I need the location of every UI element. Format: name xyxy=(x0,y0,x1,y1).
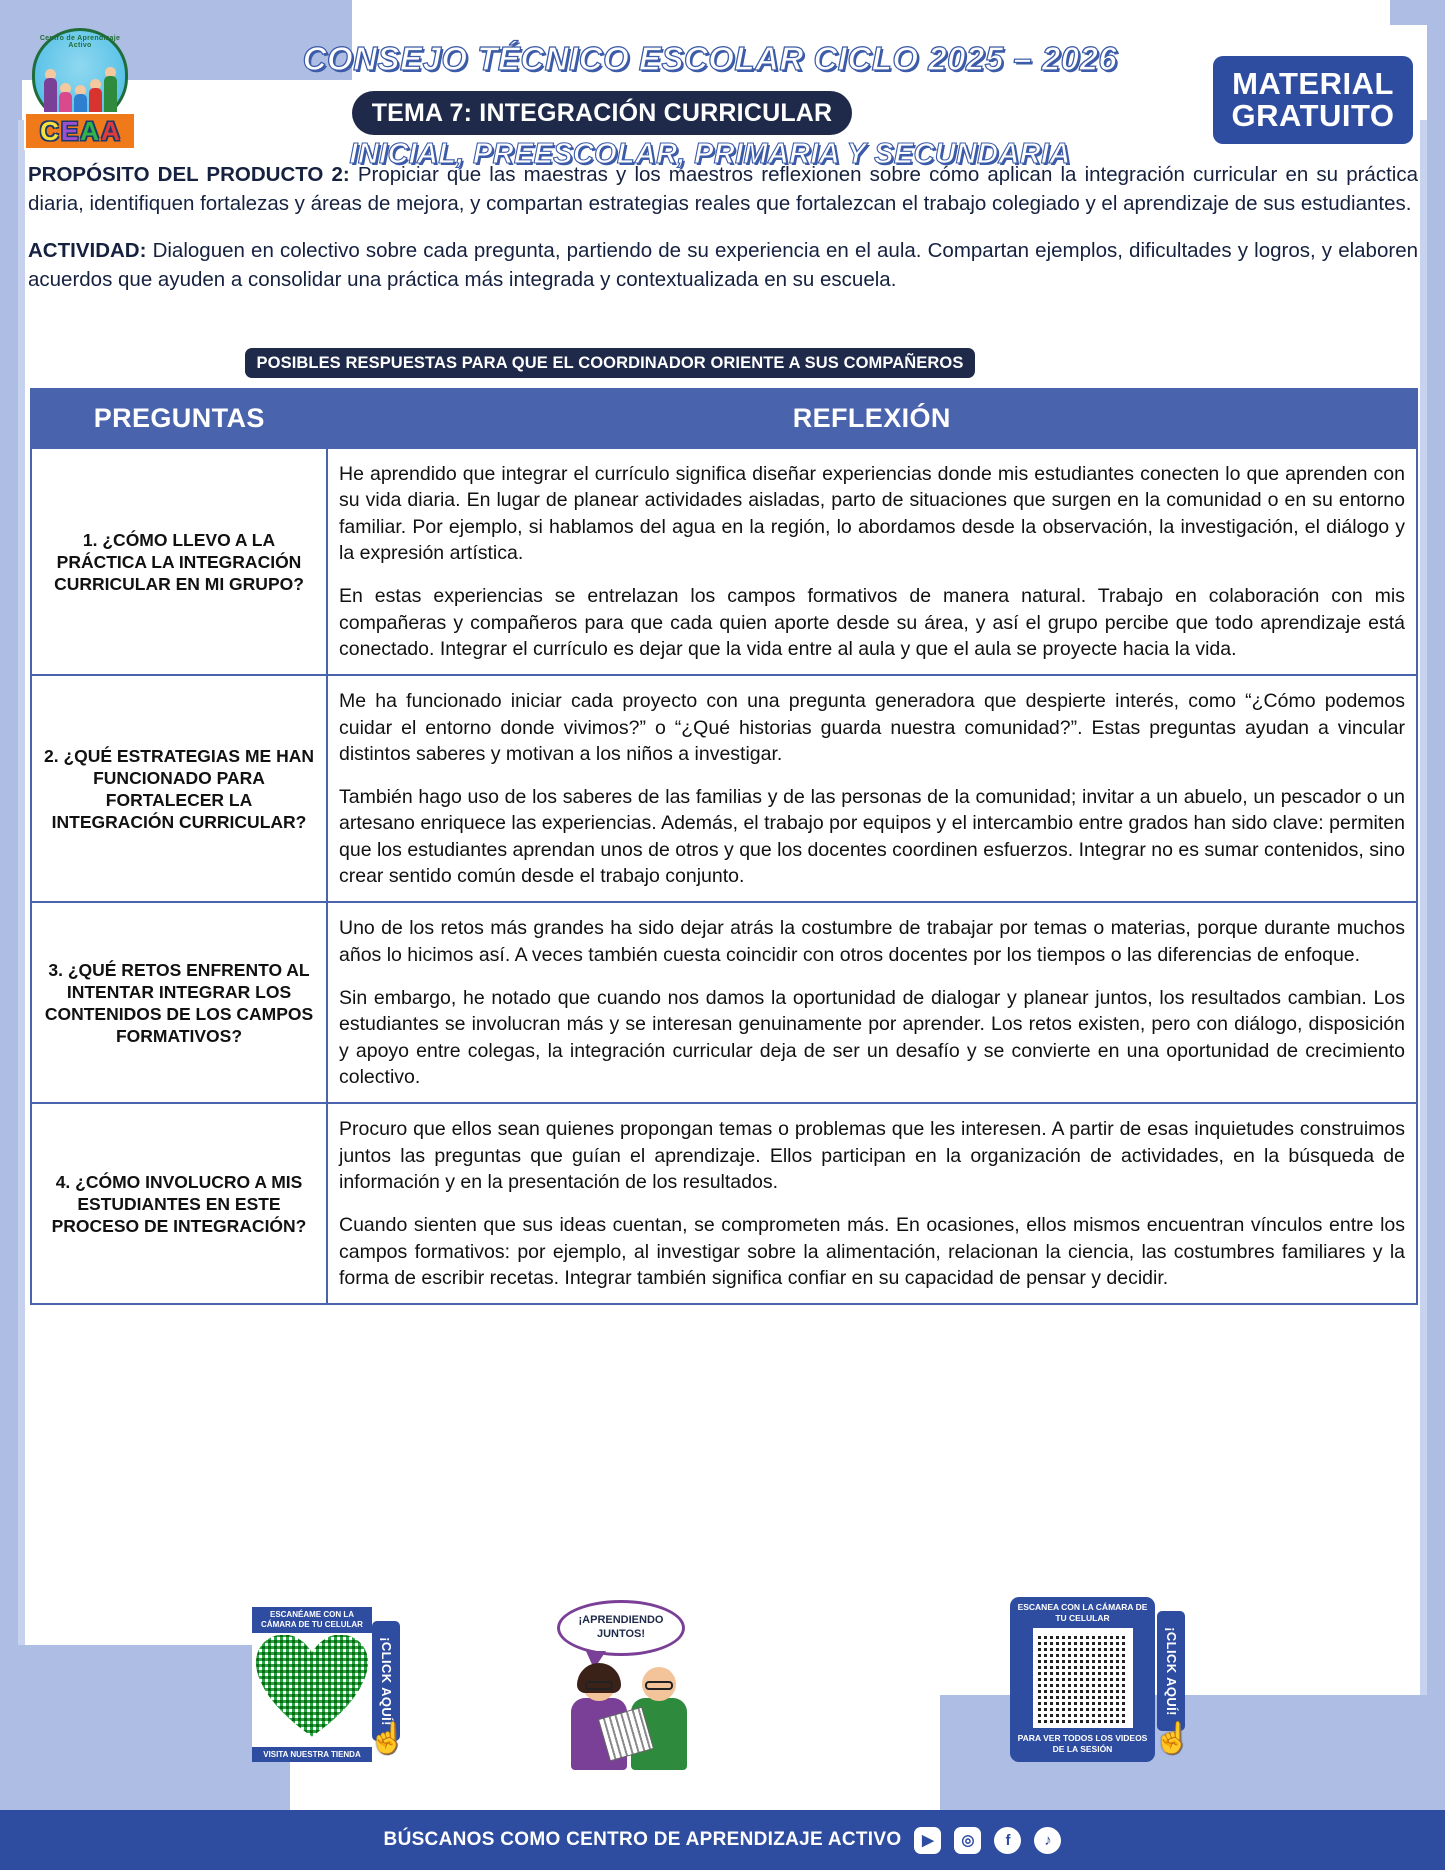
proposito-label: PROPÓSITO DEL PRODUCTO 2: xyxy=(28,163,350,186)
logo-letter-c: C xyxy=(40,115,59,146)
speech-bubble-line1: ¡APRENDIENDO xyxy=(578,1614,664,1627)
proposito-text: Propiciar que las maestras y los maestros reflexionen sobre cómo aplican la integración curricular en su práctica diaria, identifiquen fortalezas y áreas de mejora, y compartan estrategias reales que fortalezcan el trabajo colegiado y el aprendizaje de sus estudiantes. xyxy=(28,163,1418,216)
store-qr-block[interactable] xyxy=(252,1607,406,1762)
table-body xyxy=(31,448,1417,1304)
reflection-cell-3 xyxy=(327,902,1417,1103)
store-click-here-label: ¡CLICK AQUÍ! xyxy=(378,1636,394,1726)
mascot-left-head xyxy=(582,1667,616,1701)
reflection-paragraph: En estas experiencias se entrelazan los campos formativos de manera natural. Trabajo en colaboración con mis compañeras y compañeros para que cada quien aporte desde su área, y así el grupo percibe que todo aprendizaje está conectado. Integrar el currículo es dejar que la vida entre al aula y que el aula se proyecte hacia la vida. xyxy=(339,585,1405,660)
question-cell-1: 1. ¿CÓMO LLEVO A LA PRÁCTICA LA INTEGRACIÓN CURRICULAR EN MI GRUPO? xyxy=(31,448,327,675)
videos-click-here-label: ¡CLICK AQUÍ! xyxy=(1163,1626,1179,1716)
pointing-hand-icon: ☝ xyxy=(368,1722,406,1755)
frame-rail-inner-left xyxy=(18,120,25,1770)
pointing-hand-icon: ☝ xyxy=(1153,1722,1191,1755)
store-qr-card xyxy=(252,1607,372,1762)
mascot-right-head xyxy=(642,1667,676,1701)
logo-letter-e: E xyxy=(60,115,79,146)
videos-qr-caption-top: ESCANEA CON LA CÁMARA DE TU CELULAR xyxy=(1017,1602,1148,1623)
videos-qr-card xyxy=(1010,1597,1155,1762)
logo-children-illustration xyxy=(42,62,118,118)
glasses-icon xyxy=(585,1681,613,1690)
footer-bar xyxy=(0,1810,1445,1870)
possible-answers-chip-label: POSIBLES RESPUESTAS PARA QUE EL COORDINADOR ORIENTE A SUS COMPAÑEROS xyxy=(256,353,964,372)
reflection-cell-2 xyxy=(327,675,1417,902)
reflection-paragraph: Procuro que ellos sean quienes propongan temas o problemas que les interesen. A partir de esas inquietudes construimos juntos las preguntas que guían el aprendizaje. Ellos participan en la organización de actividades, en la búsqueda de información y en la presentación de los resultados. xyxy=(339,1118,1405,1193)
logo-ring-label: Centro de Aprendizaje Activo xyxy=(39,35,121,49)
instagram-icon[interactable]: ◎ xyxy=(954,1827,981,1854)
reflection-paragraph: Cuando sienten que sus ideas cuentan, se comprometen más. En ocasiones, ellos mismos encuentran vínculos entre los campos formativos: por ejemplo, al investigar sobre la alimentación, relacionan la ciencia, las costumbres familiares y la forma de escribir recetas. Integrar también significa confiar en su capacidad de pensar y decidir. xyxy=(339,1214,1405,1289)
questions-reflection-table xyxy=(30,388,1418,1305)
heart-qr-code-icon[interactable] xyxy=(256,1635,368,1739)
videos-qr-caption-bottom: PARA VER TODOS LOS VIDEOS DE LA SESIÓN xyxy=(1017,1733,1148,1754)
intro-section xyxy=(28,160,1418,312)
table-head xyxy=(31,389,1417,448)
column-header-reflexion: REFLEXIÓN xyxy=(327,389,1417,448)
store-qr-caption-top: ESCANÉAME CON LA CÁMARA DE TU CELULAR xyxy=(252,1607,372,1633)
page-header xyxy=(0,18,1445,170)
actividad-text: Dialoguen en colectivo sobre cada pregunta, partiendo de su experiencia en el aula. Compartan ejemplos, dificultades y logros, y elaboren acuerdos que ayuden a consolidar una práctica más integrada y contextualizada en su escuela. xyxy=(28,239,1418,292)
topic-pill-label: TEMA 7: INTEGRACIÓN CURRICULAR xyxy=(371,98,833,127)
actividad-paragraph xyxy=(28,236,1418,294)
glasses-icon xyxy=(645,1681,673,1690)
reflection-cell-4 xyxy=(327,1103,1417,1304)
ceaa-logo xyxy=(14,28,144,148)
page-title: CONSEJO TÉCNICO ESCOLAR CICLO 2025 – 2026 xyxy=(302,40,1118,77)
logo-child-5 xyxy=(104,67,117,118)
frame-band-bottom-left xyxy=(0,1645,290,1810)
table-row xyxy=(31,902,1417,1103)
free-material-badge xyxy=(1213,56,1413,144)
free-badge-line2: GRATUITO xyxy=(1231,98,1395,133)
frame-rail-right xyxy=(1427,25,1445,1810)
reflection-paragraph: He aprendido que integrar el currículo significa diseñar experiencias donde mis estudiantes conecten lo que aprenden con su vida diaria. En lugar de planear actividades aisladas, parto de situaciones que surgen en la comunidad o en su entorno familiar. Por ejemplo, si hablamos del agua en la región, lo abordamos desde la observación, la investigación, el diálogo y la expresión artística. xyxy=(339,463,1405,564)
qr-code-icon[interactable] xyxy=(1033,1628,1133,1728)
footer-text: BÚSCANOS COMO CENTRO DE APRENDIZAJE ACTIVO xyxy=(383,1829,902,1850)
reflection-paragraph: Me ha funcionado iniciar cada proyecto con una pregunta generadora que despierte interés, como “¿Cómo podemos cuidar el entorno donde vivimos?” o “¿Qué historias guarda nuestra comunidad?”. Estas preguntas ayudan a vincular distintos saberes y motivan a los niños a investigar. xyxy=(339,690,1405,765)
logo-letter-a2: A xyxy=(101,115,120,146)
question-cell-4: 4. ¿CÓMO INVOLUCRO A MIS ESTUDIANTES EN ESTE PROCESO DE INTEGRACIÓN? xyxy=(31,1103,327,1304)
table-row xyxy=(31,1103,1417,1304)
facebook-icon[interactable]: f xyxy=(994,1827,1021,1854)
reflection-paragraph: Uno de los retos más grandes ha sido dejar atrás la costumbre de trabajar por temas o materias, porque durante muchos años lo hicimos así. A veces también cuesta coincidir con otros docentes por los tiempos o las diferencias de enfoque. xyxy=(339,917,1405,966)
reflection-paragraph: Sin embargo, he notado que cuando nos damos la oportunidad de dialogar y planear juntos, los resultados cambian. Los estudiantes se involucran más y se interesan genuinamente por aprender. Los retos existen, pero con diálogo, disposición y apoyo entre colegas, la integración curricular deja de ser un desafío y se convierte en una oportunidad de crecimiento colectivo. xyxy=(339,987,1405,1088)
question-cell-3: 3. ¿QUÉ RETOS ENFRENTO AL INTENTAR INTEGRAR LOS CONTENIDOS DE LOS CAMPOS FORMATIVOS? xyxy=(31,902,327,1103)
table-header-row xyxy=(31,389,1417,448)
videos-click-here-tab[interactable] xyxy=(1157,1611,1185,1731)
frame-rail-inner-right xyxy=(1420,120,1427,1770)
possible-answers-chip xyxy=(245,348,975,378)
page-subtitle: INICIAL, PREESCOLAR, PRIMARIA Y SECUNDARIA xyxy=(349,138,1071,170)
logo-letter-a1: A xyxy=(80,115,100,146)
actividad-label: ACTIVIDAD: xyxy=(28,239,147,263)
logo-child-1 xyxy=(44,69,57,118)
question-cell-2: 2. ¿QUÉ ESTRATEGIAS ME HAN FUNCIONADO PARA FORTALECER LA INTEGRACIÓN CURRICULAR? xyxy=(31,675,327,902)
table-row xyxy=(31,448,1417,675)
column-header-preguntas: PREGUNTAS xyxy=(31,389,327,448)
videos-qr-block[interactable] xyxy=(1010,1597,1191,1762)
free-badge-line1: MATERIAL xyxy=(1232,65,1394,101)
youtube-icon[interactable]: ▶ xyxy=(914,1827,941,1854)
table-row xyxy=(31,675,1417,902)
speech-bubble xyxy=(557,1600,685,1656)
speech-bubble-line2: JUNTOS! xyxy=(596,1628,646,1640)
reflection-paragraph: También hago uso de los saberes de las familias y de las personas de la comunidad; invitar a un abuelo, un pescador o un artesano enriquece las experiencias. Además, el trabajo por equipos y el intercambio entre grados han sido clave: permiten que los estudiantes aprendan unos de otros y que los docentes coordinen esfuerzos. Integrar no es sumar contenidos, sino crear sentido común desde el trabajo conjunto. xyxy=(339,786,1405,888)
logo-wordmark xyxy=(24,112,136,150)
topic-pill xyxy=(352,91,852,135)
reflection-cell-1 xyxy=(327,448,1417,675)
store-qr-caption-bottom: VISITA NUESTRA TIENDA xyxy=(252,1747,372,1762)
proposito-paragraph xyxy=(28,160,1418,218)
tiktok-icon[interactable]: ♪ xyxy=(1034,1827,1061,1854)
mascot-illustration xyxy=(545,1600,735,1770)
